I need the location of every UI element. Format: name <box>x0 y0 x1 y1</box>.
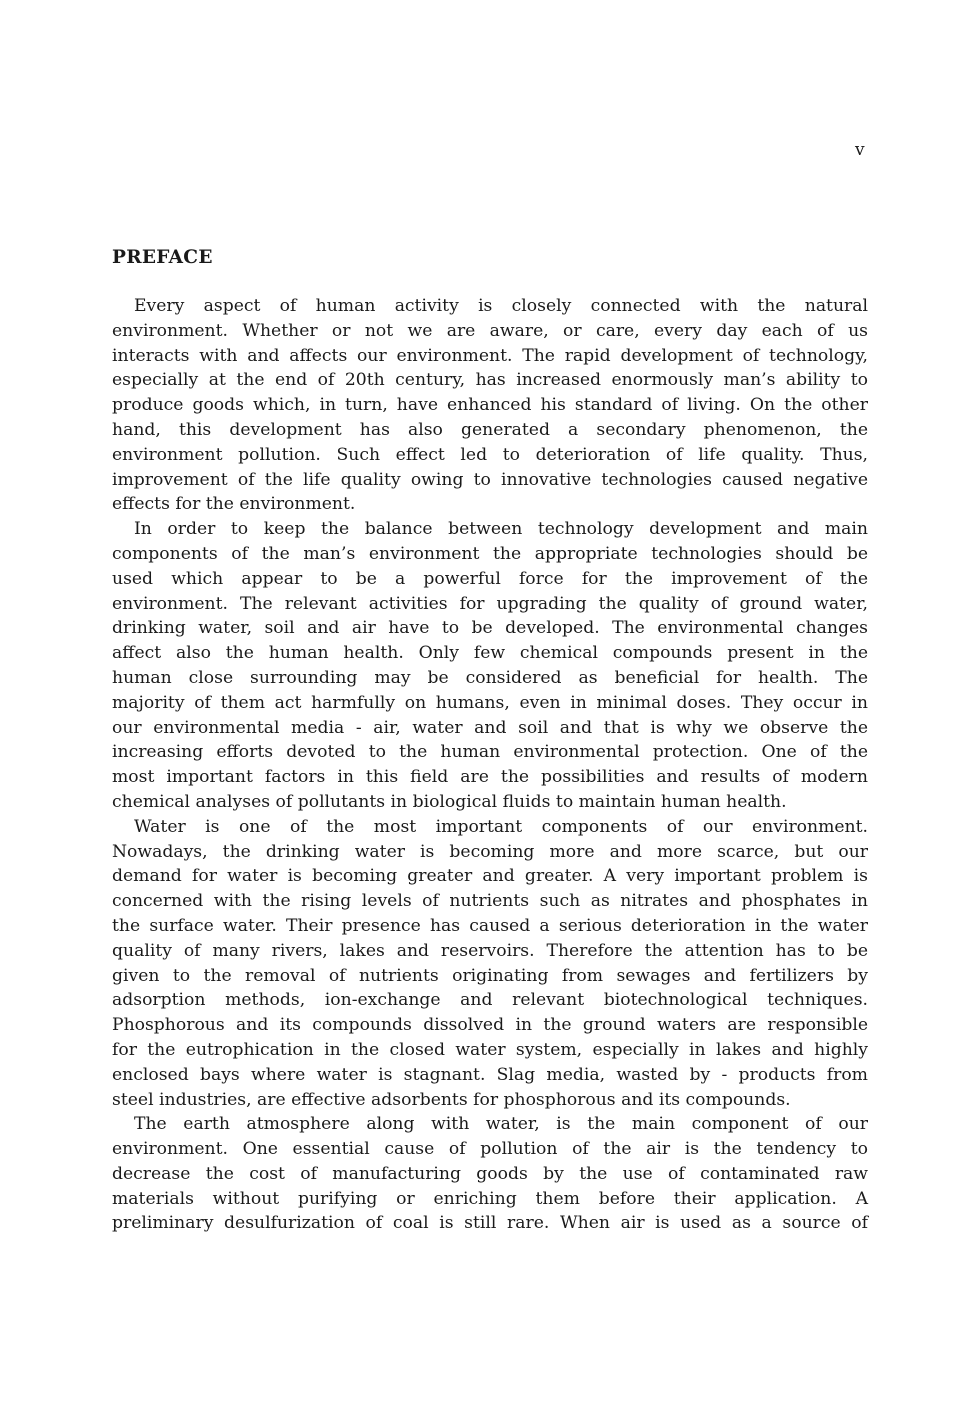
text-line: materials without purifying or enriching them before their application. A <box>112 1188 868 1209</box>
text-line: the surface water. Their presence has caused a serious deterioration in the water <box>112 915 868 936</box>
text-line: decrease the cost of manufacturing goods by the use of contaminated raw <box>112 1163 868 1184</box>
text-line: produce goods which, in turn, have enhanced his standard of living. On the other <box>112 395 868 416</box>
text-line: enclosed bays where water is stagnant. Slag media, wasted by - products from <box>112 1064 868 1085</box>
text-line: Every aspect of human activity is closely connected with the natural <box>134 296 868 316</box>
text-line: used which appear to be a powerful force for the improvement of the <box>112 568 868 589</box>
text-line: adsorption methods, ion-exchange and relevant biotechnological techniques. <box>112 990 868 1011</box>
text-line: environment. Whether or not we are aware, or care, every day each of us <box>112 320 868 341</box>
text-line: human close surrounding may be considered as beneficial for health. The <box>112 667 868 688</box>
text-line: our environmental media - air, water and soil and that is why we observe the <box>112 717 868 738</box>
text-line: especially at the end of 20th century, has increased enormously man’s ability to <box>112 370 868 391</box>
section-heading: PREFACE <box>112 247 213 268</box>
text-line: chemical analyses of pollutants in biological fluids to maintain human health. <box>112 791 787 812</box>
text-line: quality of many rivers, lakes and reservoirs. Therefore the attention has to be <box>112 940 868 961</box>
text-line: concerned with the rising levels of nutrients such as nitrates and phosphates in <box>112 891 868 912</box>
text-line: demand for water is becoming greater and greater. A very important problem is <box>112 866 868 887</box>
preface-body <box>112 294 868 1236</box>
text-line: for the eutrophication in the closed water system, especially in lakes and highly <box>112 1039 868 1060</box>
text-line: In order to keep the balance between technology development and main <box>134 519 868 540</box>
text-line: majority of them act harmfully on humans, even in minimal doses. They occur in <box>112 692 868 713</box>
text-line: drinking water, soil and air have to be developed. The environmental changes <box>112 618 868 639</box>
text-line: improvement of the life quality owing to innovative technologies caused negative <box>112 469 868 490</box>
text-line: given to the removal of nutrients originating from sewages and fertilizers by <box>112 965 868 986</box>
text-line: affect also the human health. Only few chemical compounds present in the <box>112 643 868 664</box>
text-line: Water is one of the most important components of our environment. <box>134 816 868 837</box>
text-line: hand, this development has also generated a secondary phenomenon, the <box>112 419 868 440</box>
text-line: Phosphorous and its compounds dissolved in the ground waters are responsible <box>112 1015 868 1036</box>
text-line: environment. The relevant activities for upgrading the quality of ground water, <box>112 593 868 614</box>
text-line: most important factors in this field are the possibilities and results of modern <box>112 767 868 788</box>
text-line: environment. One essential cause of pollution of the air is the tendency to <box>112 1139 868 1160</box>
text-line: steel industries, are effective adsorbents for phosphorous and its compounds. <box>112 1089 791 1110</box>
text-line: Nowadays, the drinking water is becoming more and more scarce, but our <box>112 841 868 862</box>
text-line: preliminary desulfurization of coal is still rare. When air is used as a source of <box>112 1213 868 1234</box>
text-line: components of the man’s environment the appropriate technologies should be <box>112 543 868 564</box>
text-line: interacts with and affects our environment. The rapid development of technology, <box>112 345 868 366</box>
text-line: The earth atmosphere along with water, is the main component of our <box>134 1114 868 1135</box>
text-line: increasing efforts devoted to the human environmental protection. One of the <box>112 742 868 763</box>
page-number: v <box>855 140 865 160</box>
text-line: environment pollution. Such effect led to deterioration of life quality. Thus, <box>112 444 868 465</box>
text-line: effects for the environment. <box>112 494 356 515</box>
